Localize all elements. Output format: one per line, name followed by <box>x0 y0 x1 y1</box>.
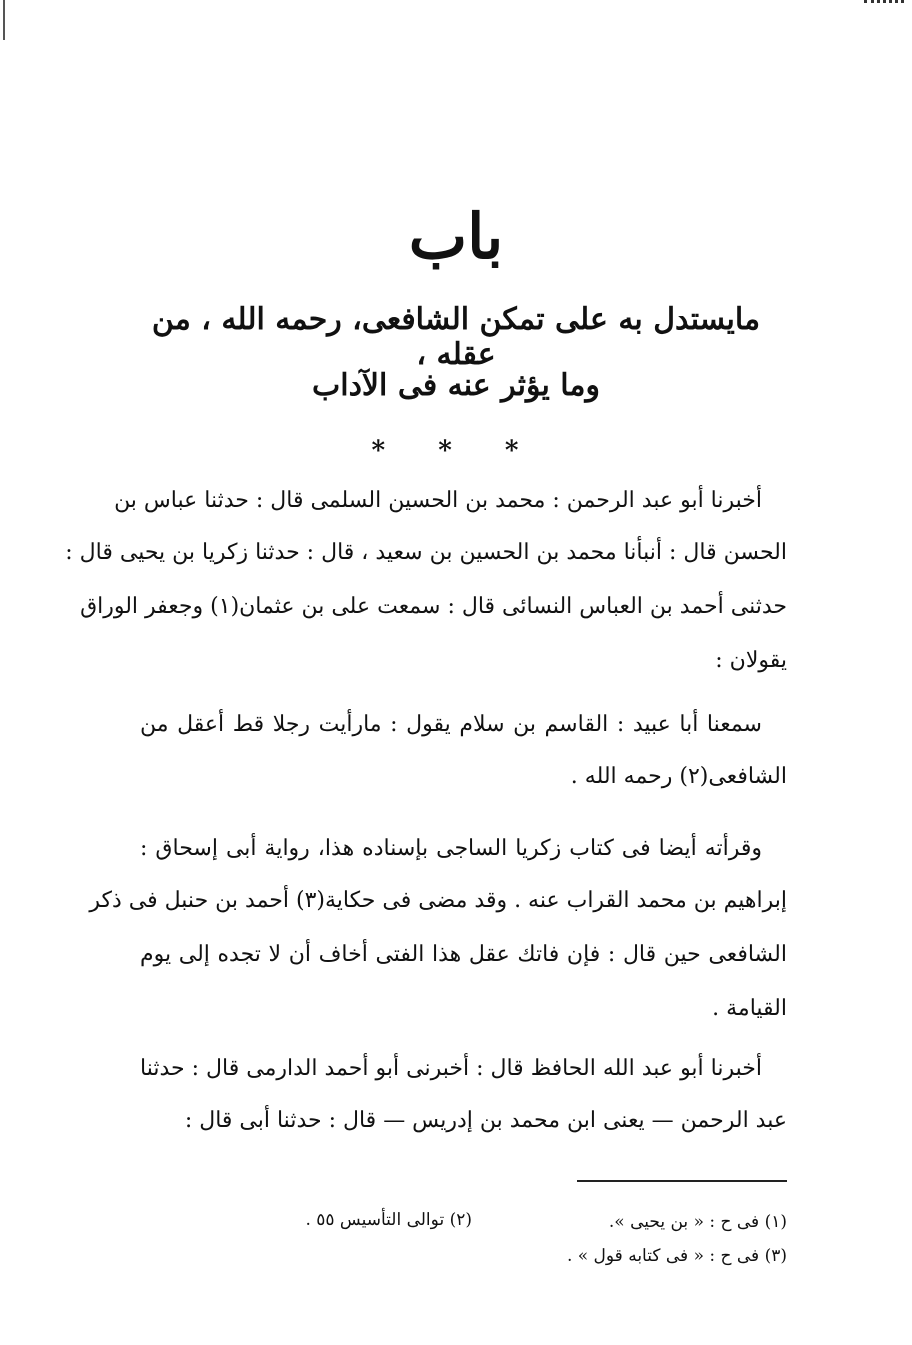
chapter-subtitle-line-2: وما يؤثر عنه فى الآداب <box>312 368 600 403</box>
paragraph-1-line-2: الحسن قال : أنبأنا محمد بن الحسين بن سعيد ، قال : حدثنا زكريا بن يحيى قال : <box>65 540 787 565</box>
chapter-title: باب <box>408 200 504 273</box>
paragraph-3-line-4: القيامة . <box>712 996 787 1021</box>
chapter-subtitle-line-1: مايستدل به على تمكن الشافعى، رحمه الله ، من عقله ، <box>151 302 761 372</box>
footnote-1: (١) فى ح : « بن يحيى ». <box>608 1212 787 1232</box>
paragraph-1-line-3: حدثنى أحمد بن العباس النسائى قال : سمعت على بن عثمان(١) وجعفر الوراق <box>80 594 787 619</box>
paragraph-1-line-1: أخبرنا أبو عبد الرحمن : محمد بن الحسين السلمى قال : حدثنا عباس بن <box>114 488 762 513</box>
scan-artifact <box>864 0 904 7</box>
footnote-3: (٣) فى ح : « فى كتابه قول » . <box>566 1246 787 1266</box>
paragraph-4-line-1: أخبرنا أبو عبد الله الحافظ قال : أخبرنى أبو أحمد الدارمى قال : حدثنا <box>140 1056 762 1081</box>
paragraph-3-line-3: الشافعى حين قال : فإن فاتك عقل هذا الفتى أخاف أن لا تجده إلى يوم <box>140 942 787 967</box>
paragraph-4-line-2: عبد الرحمن — يعنى ابن محمد بن إدريس — قال : حدثنا أبى قال : <box>184 1108 787 1133</box>
scan-edge <box>3 0 5 40</box>
footnote-divider <box>577 1180 787 1182</box>
paragraph-1-line-4: يقولان : <box>715 648 787 673</box>
paragraph-3-line-1: وقرأته أيضا فى كتاب زكريا الساجى بإسناده هذا، رواية أبى إسحاق : <box>140 836 762 861</box>
paragraph-2-line-2: الشافعى(٢) رحمه الله . <box>570 764 787 789</box>
footnote-2: (٢) توالى التأسيس ٥٥ . <box>305 1210 472 1230</box>
paragraph-3-line-2: إبراهيم بن محمد القراب عنه . وقد مضى فى حكاية(٣) أحمد بن حنبل فى ذكر <box>89 888 787 913</box>
paragraph-2-line-1: سمعنا أبا عبيد : القاسم بن سلام يقول : مارأيت رجلا قط أعقل من <box>140 712 762 737</box>
section-separator: * * * <box>371 436 541 466</box>
